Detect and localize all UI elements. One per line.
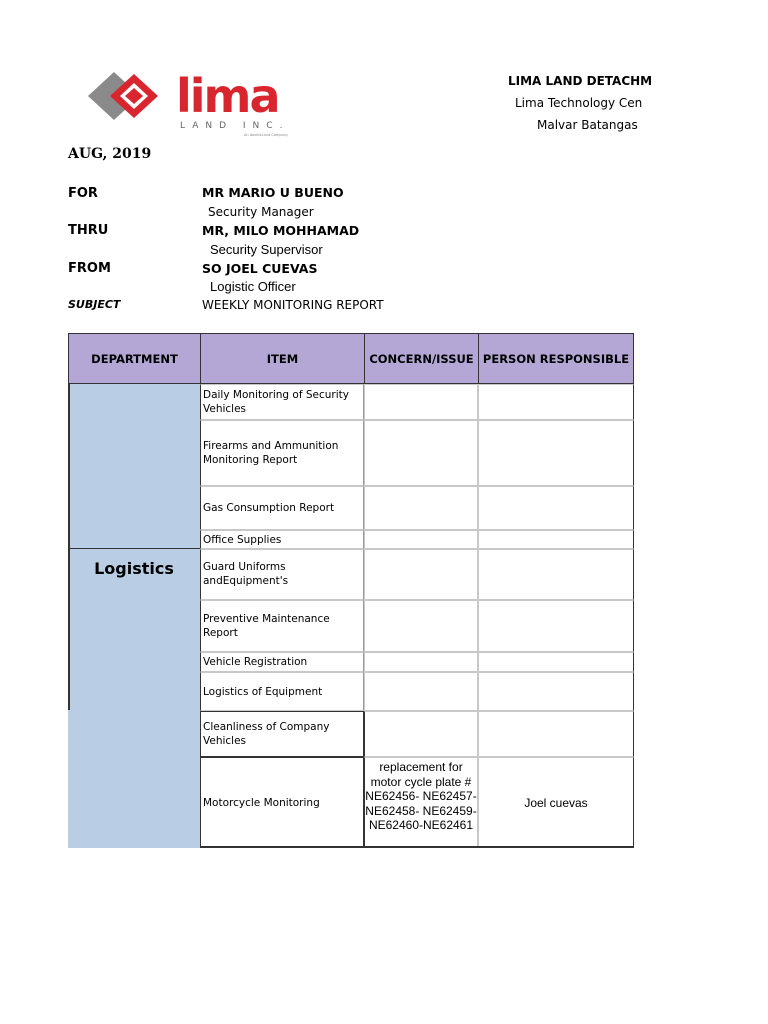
table-row-item: Cleanliness of Company Vehicles: [200, 711, 364, 757]
address-line-1: LIMA LAND DETACHM: [508, 74, 653, 88]
svg-text:LAND INC.: LAND INC.: [180, 121, 290, 131]
thru-title: Security Supervisor: [210, 242, 323, 257]
table-bottom-border: [200, 846, 634, 848]
table-row-person: [478, 486, 634, 530]
table-row-item: Preventive Maintenance Report: [200, 600, 364, 652]
department-separator: [68, 548, 200, 549]
table-row-item: Vehicle Registration: [200, 652, 364, 672]
address-block: [460, 70, 653, 136]
from-name: SO JOEL CUEVAS: [202, 261, 318, 276]
table-row-item: Motorcycle Monitoring: [200, 757, 364, 848]
table-row-person: [478, 530, 634, 549]
from-title: Logistic Officer: [210, 279, 296, 294]
address-line-2: Lima Technology Cen: [515, 96, 643, 110]
header-concern: CONCERN/ISSUE: [364, 333, 479, 384]
table-row-concern: [364, 420, 478, 486]
table-row-person: [478, 384, 634, 420]
table-row-person: [478, 549, 634, 600]
for-name: MR MARIO U BUENO: [202, 185, 344, 200]
table-row-person: [478, 652, 634, 672]
concern-text: replacement for motor cycle plate # NE62456- NE62457- NE62458- NE62459- NE62460-NE62461: [365, 760, 477, 832]
thru-name: MR, MILO MOHHAMAD: [202, 223, 360, 238]
header-department: DEPARTMENT: [68, 333, 201, 384]
table-row-item: Office Supplies: [200, 530, 364, 549]
person-text: Joel cuevas: [524, 795, 588, 810]
address-line-3: Malvar Batangas: [537, 118, 638, 132]
table-row-concern: [364, 600, 478, 652]
header-item: ITEM: [200, 333, 365, 384]
table-row-item: Firearms and Ammunition Monitoring Report: [200, 420, 364, 486]
table-row-person: [478, 600, 634, 652]
table-row-concern: [364, 530, 478, 549]
subject-value: WEEKLY MONITORING REPORT: [202, 298, 384, 312]
table-row-person: [478, 672, 634, 711]
table-row-concern: [364, 486, 478, 530]
table-row-person: [478, 711, 634, 757]
table-row-item: Daily Monitoring of Security Vehicles: [200, 384, 364, 420]
table-row-concern: [364, 384, 478, 420]
table-row-item: Gas Consumption Report: [200, 486, 364, 530]
department-border: [68, 384, 70, 710]
table-row-person: [478, 757, 634, 848]
svg-text:An AboitizLand Company: An AboitizLand Company: [244, 133, 288, 137]
table-row-concern: [364, 549, 478, 600]
header-person: PERSON RESPONSIBLE: [478, 333, 634, 384]
table-row-item: Guard Uniforms andEquipment's: [200, 549, 364, 600]
report-date: AUG, 2019: [68, 146, 152, 162]
svg-text:lima: lima: [176, 69, 279, 123]
table-row-concern: [364, 757, 478, 848]
monitoring-table: [68, 333, 634, 848]
for-title: Security Manager: [208, 205, 314, 219]
for-label: FOR: [68, 186, 98, 201]
department-label: Logistics: [94, 559, 174, 578]
table-row-concern: [364, 672, 478, 711]
department-cell: [68, 384, 200, 848]
table-row-item: Logistics of Equipment: [200, 672, 364, 711]
from-label: FROM: [68, 261, 111, 276]
company-logo: [84, 66, 304, 142]
table-row-concern: [364, 652, 478, 672]
subject-label: SUBJECT: [68, 298, 121, 311]
thru-label: THRU: [68, 223, 109, 238]
table-row-concern: [364, 711, 478, 757]
table-row-person: [478, 420, 634, 486]
